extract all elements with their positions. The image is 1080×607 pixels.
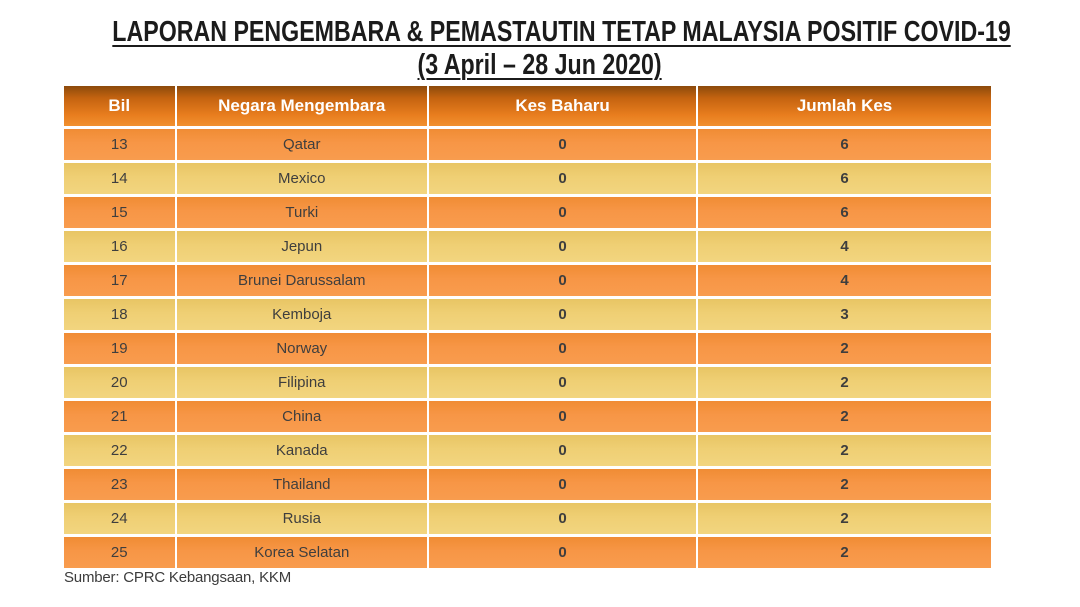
cell-total-cases: 2 — [698, 435, 991, 466]
cell-new-cases: 0 — [429, 333, 696, 364]
cell-bil: 17 — [64, 265, 175, 296]
cell-bil: 22 — [64, 435, 175, 466]
cell-new-cases: 0 — [429, 197, 696, 228]
cell-country: Mexico — [177, 163, 428, 194]
cell-country: Thailand — [177, 469, 428, 500]
table-header — [64, 86, 991, 126]
table-row — [64, 299, 991, 330]
table-row — [64, 435, 991, 466]
cell-bil: 18 — [64, 299, 175, 330]
cell-total-cases: 2 — [698, 469, 991, 500]
cell-new-cases: 0 — [429, 299, 696, 330]
table-row — [64, 265, 991, 296]
table-row — [64, 333, 991, 364]
cell-bil: 20 — [64, 367, 175, 398]
cell-bil: 23 — [64, 469, 175, 500]
table-body — [64, 129, 991, 568]
cell-new-cases: 0 — [429, 231, 696, 262]
cell-total-cases: 6 — [698, 197, 991, 228]
col-header-bil: Bil — [64, 86, 175, 126]
cell-bil: 25 — [64, 537, 175, 568]
cell-country: Brunei Darussalam — [177, 265, 428, 296]
cell-bil: 21 — [64, 401, 175, 432]
cell-total-cases: 2 — [698, 401, 991, 432]
cell-country: Jepun — [177, 231, 428, 262]
cell-total-cases: 3 — [698, 299, 991, 330]
cell-bil: 15 — [64, 197, 175, 228]
cell-total-cases: 2 — [698, 503, 991, 534]
cell-bil: 24 — [64, 503, 175, 534]
cell-bil: 16 — [64, 231, 175, 262]
table-row — [64, 129, 991, 160]
cell-country: China — [177, 401, 428, 432]
cell-new-cases: 0 — [429, 265, 696, 296]
cell-new-cases: 0 — [429, 537, 696, 568]
cell-new-cases: 0 — [429, 503, 696, 534]
cell-new-cases: 0 — [429, 401, 696, 432]
cell-country: Qatar — [177, 129, 428, 160]
col-header-negara-mengembara: Negara Mengembara — [177, 86, 428, 126]
header-row — [64, 86, 991, 126]
table-row — [64, 503, 991, 534]
cell-new-cases: 0 — [429, 163, 696, 194]
cell-country: Turki — [177, 197, 428, 228]
title-line-2: (3 April – 28 Jun 2020) — [417, 49, 663, 81]
cell-total-cases: 2 — [698, 537, 991, 568]
report-table — [62, 83, 993, 571]
cell-bil: 13 — [64, 129, 175, 160]
cell-new-cases: 0 — [429, 367, 696, 398]
cell-country: Kanada — [177, 435, 428, 466]
cell-bil: 19 — [64, 333, 175, 364]
cell-country: Filipina — [177, 367, 428, 398]
cell-new-cases: 0 — [429, 435, 696, 466]
cell-total-cases: 6 — [698, 163, 991, 194]
cell-total-cases: 4 — [698, 231, 991, 262]
title-line-1: LAPORAN PENGEMBARA & PEMASTAUTIN TETAP MALAYSIA POSITIF COVID-19 — [112, 16, 1011, 48]
table-row — [64, 231, 991, 262]
cell-total-cases: 4 — [698, 265, 991, 296]
cell-total-cases: 2 — [698, 333, 991, 364]
cell-new-cases: 0 — [429, 129, 696, 160]
table-row — [64, 401, 991, 432]
page-title — [0, 16, 1080, 82]
table-row — [64, 367, 991, 398]
col-header-jumlah-kes: Jumlah Kes — [698, 86, 991, 126]
cell-country: Kemboja — [177, 299, 428, 330]
cell-bil: 14 — [64, 163, 175, 194]
cell-total-cases: 2 — [698, 367, 991, 398]
table-row — [64, 469, 991, 500]
cell-country: Korea Selatan — [177, 537, 428, 568]
cell-total-cases: 6 — [698, 129, 991, 160]
cell-country: Rusia — [177, 503, 428, 534]
table-row — [64, 197, 991, 228]
col-header-kes-baharu: Kes Baharu — [429, 86, 696, 126]
report-table-wrap — [62, 83, 993, 571]
cell-new-cases: 0 — [429, 469, 696, 500]
table-row — [64, 163, 991, 194]
table-row — [64, 537, 991, 568]
source-note: Sumber: CPRC Kebangsaan, KKM — [64, 569, 292, 586]
cell-country: Norway — [177, 333, 428, 364]
